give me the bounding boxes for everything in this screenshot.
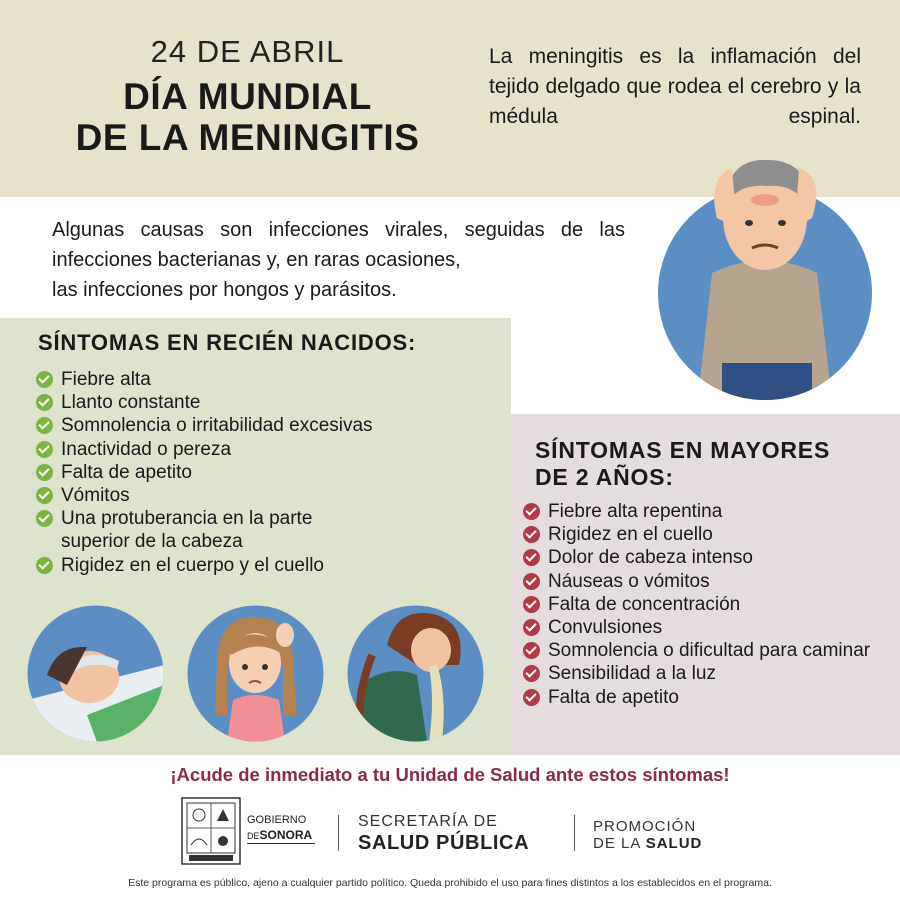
secretaria-label-line2: SALUD PÚBLICA	[358, 832, 530, 854]
check-circle-icon	[523, 689, 540, 706]
newborn-symptoms-title: SÍNTOMAS EN RECIÉN NACIDOS:	[38, 330, 417, 355]
list-item: Falta de apetito	[36, 461, 506, 484]
divider	[574, 815, 575, 851]
divider	[247, 843, 315, 844]
promocion-label-line2: DE LA SALUD	[593, 835, 703, 852]
divider	[338, 815, 339, 851]
call-to-action: ¡Acude de inmediato a tu Unidad de Salud ante estos síntomas!	[170, 764, 730, 785]
list-item: Sensibilidad a la luz	[523, 662, 893, 685]
seal-icon	[181, 797, 241, 865]
page-title-line1: DÍA MUNDIAL	[123, 76, 372, 117]
sick-baby-illustration	[27, 605, 164, 742]
check-circle-icon	[36, 394, 53, 411]
list-item: Una protuberancia en la parte superior de la cabeza	[36, 507, 361, 553]
list-item: Rigidez en el cuerpo y el cuello	[36, 554, 506, 577]
page-title-line2: DE LA MENINGITIS	[75, 117, 420, 158]
check-circle-icon	[36, 417, 53, 434]
list-item: Llanto constante	[36, 391, 506, 414]
check-circle-icon	[523, 573, 540, 590]
list-item: Vómitos	[36, 484, 506, 507]
check-circle-icon	[523, 549, 540, 566]
list-item: Falta de concentración	[523, 593, 893, 616]
list-item: Fiebre alta repentina	[523, 500, 893, 523]
check-circle-icon	[36, 557, 53, 574]
older-symptoms-title-line2: DE 2 AÑOS:	[535, 464, 674, 490]
check-circle-icon	[523, 642, 540, 659]
definition-text: La meningitis es la inflamación del tejido delgado que rodea el cerebro y la médula espinal.	[489, 45, 861, 128]
newborn-symptoms-list	[36, 368, 506, 577]
check-circle-icon	[523, 526, 540, 543]
check-circle-icon	[523, 596, 540, 613]
check-circle-icon	[523, 665, 540, 682]
older-symptoms-list	[523, 500, 893, 709]
list-item: Rigidez en el cuello	[523, 523, 893, 546]
check-circle-icon	[523, 619, 540, 636]
man-headache-illustration	[637, 138, 877, 408]
causes-text-last: las infecciones por hongos y parásitos.	[52, 279, 397, 301]
causes-text	[52, 215, 625, 305]
list-item: Convulsiones	[523, 616, 893, 639]
disclaimer-text: Este programa es público, ajeno a cualquier partido político. Queda prohibido el uso para fines distintos a los establecidos en el programa.	[128, 877, 772, 889]
list-item: Náuseas o vómitos	[523, 570, 893, 593]
check-circle-icon	[36, 464, 53, 481]
older-symptoms-title-line1: SÍNTOMAS EN MAYORES	[535, 437, 831, 463]
list-item: Fiebre alta	[36, 368, 506, 391]
secretaria-label-line1: SECRETARÍA DE	[358, 813, 498, 830]
gobierno-label-line2: DESONORA	[247, 828, 313, 842]
check-circle-icon	[36, 510, 53, 527]
list-item: Falta de apetito	[523, 686, 893, 709]
event-date: 24 DE ABRIL	[150, 34, 345, 69]
gobierno-label-line1: GOBIERNO	[247, 814, 307, 826]
list-item: Somnolencia o dificultad para caminar	[523, 639, 893, 662]
list-item: Inactividad o pereza	[36, 438, 506, 461]
check-circle-icon	[36, 487, 53, 504]
check-circle-icon	[523, 503, 540, 520]
check-circle-icon	[36, 371, 53, 388]
girl-vomiting-illustration	[347, 605, 484, 742]
list-item: Somnolencia o irritabilidad excesivas	[36, 414, 506, 437]
causes-text-main: Algunas causas son infecciones virales, seguidas de las infecciones bacterianas y, en raras ocasiones,	[52, 219, 625, 271]
promocion-label-line1: PROMOCIÓN	[593, 818, 697, 835]
girl-headache-illustration	[187, 605, 324, 742]
check-circle-icon	[36, 441, 53, 458]
list-item: Dolor de cabeza intenso	[523, 546, 893, 569]
